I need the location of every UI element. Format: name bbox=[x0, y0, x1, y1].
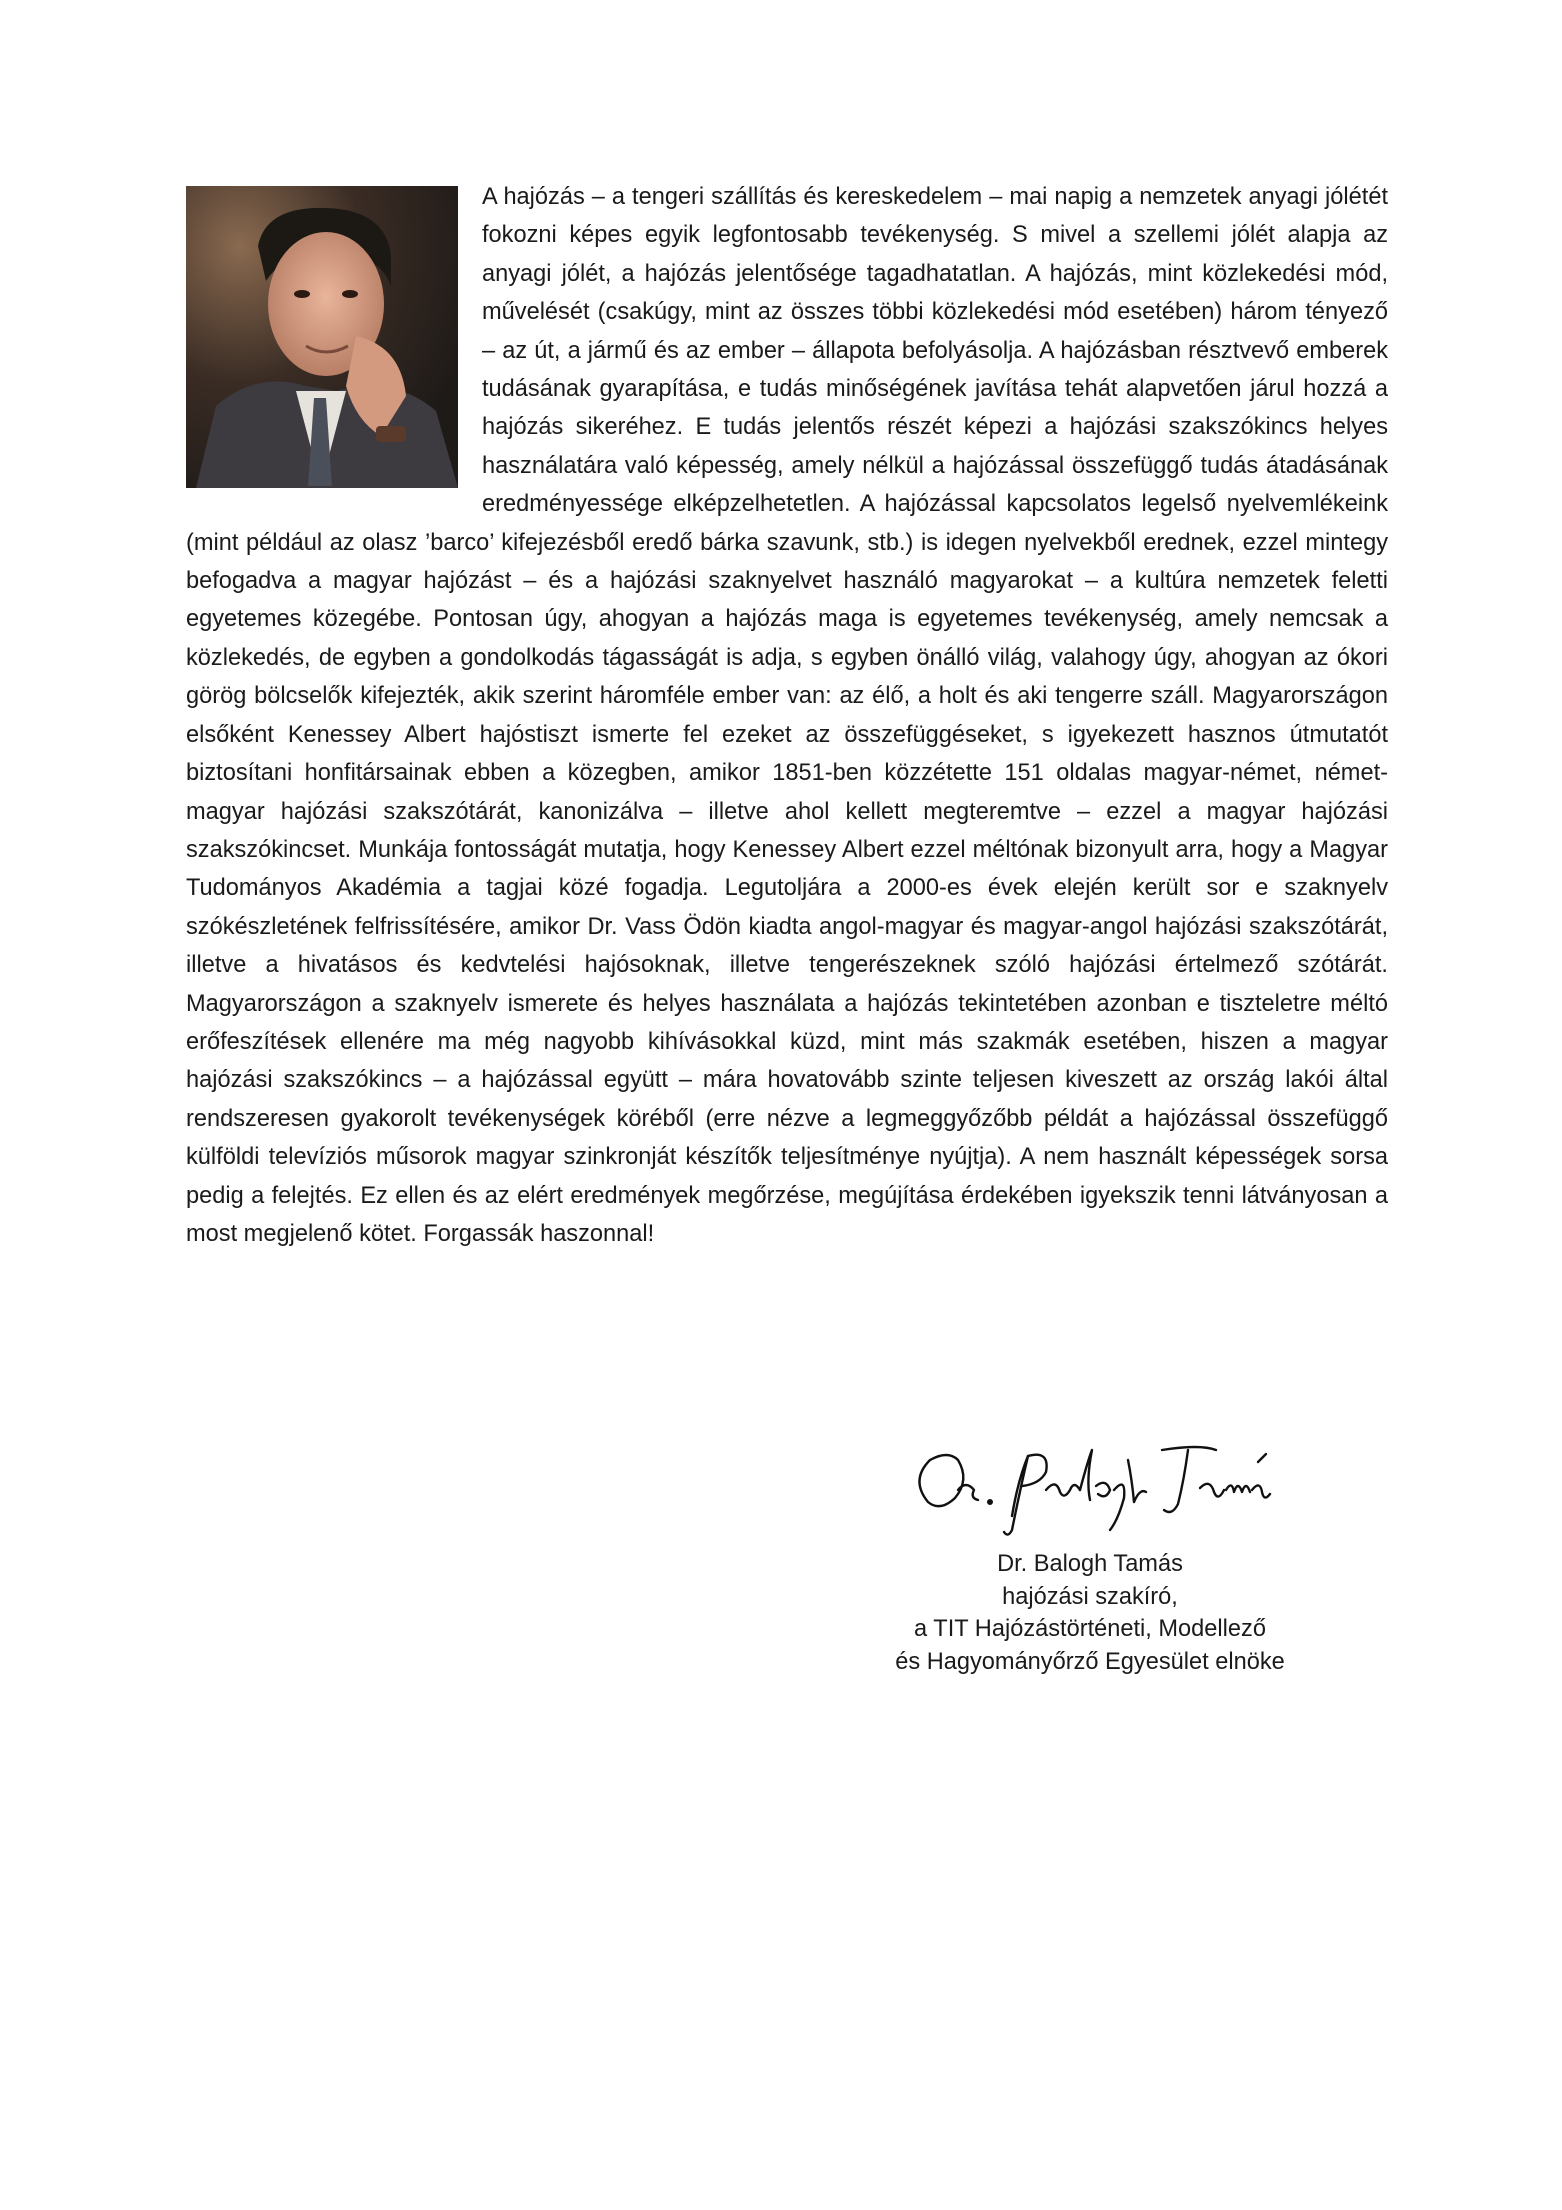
article-body-text: A hajózás – a tengeri szállítás és kereskedelem – mai napig a nemzetek anyagi jólétét fokozni képes egyik legfontosabb tevékenység. S mivel a szellemi jólét alapja az anyagi jólét, a hajózás jelentősége tagadhatatlan. A hajózás, mint közlekedési mód, művelését (csakúgy, mint az összes többi közlekedési mód esetében) három tényező – az út, a jármű és az ember – állapota befolyásolja. A hajózásban résztvevő emberek tudásának gyarapítása, e tudás minőségének javítása tehát alapvetően járul hozzá a hajózás sikeréhez. E tudás jelentős részét képezi a hajózási szakszókincs helyes használatára való képesség, amely nélkül a hajózással összefüggő tudás átadásának eredményessége elképzelhetetlen. A hajózással kapcsolatos legelső nyelvemlékeink (mint például az olasz ’barco’ kifejezésből eredő bárka szavunk, stb.) is idegen nyelvekből erednek, ezzel mintegy befogadva a magyar hajózást – és a hajózási szaknyelvet használó magyarokat – a kultúra nemzetek feletti egyetemes közegébe. Pontosan úgy, ahogyan a hajózás maga is egyetemes tevékenység, amely nemcsak a közlekedés, de egyben a gondolkodás tágasságát is adja, s egyben önálló világ, valahogy úgy, ahogyan az ókori görög bölcselők kifejezték, akik szerint háromféle ember van: az élő, a holt és aki tengerre száll. Magyarországon elsőként Kenessey Albert hajóstiszt ismerte fel ezeket az összefüggéseket, s igyekezett hasznos útmutatót biztosítani honfitársainak ebben a közegben, amikor 1851-ben közzétette 151 oldalas magyar-német, német-magyar hajózási szakszótárát, kanonizálva – illetve ahol kellett megteremtve – ezzel a magyar hajózási szakszókincset. Munkája fontosságát mutatja, hogy Kenessey Albert ezzel méltónak bizonyult arra, hogy a Magyar Tudományos Akadémia a tagjai közé fogadja. Legutoljára a 2000-es évek elején került sor e szaknyelv szókészletének felfrissítésére, amikor Dr. Vass Ödön kiadta angol-magyar és magyar-angol hajózási szakszótárát, illetve a hivatásos és kedvtelési hajósoknak, illetve tengerészeknek szóló hajózási értelmező szótárát. Magyarországon a szaknyelv ismerete és helyes használata a hajózás tekintetében azonban e tiszteletre méltó erőfeszítések ellenére ma még nagyobb kihívásokkal küzd, mint más szakmák esetében, hiszen a magyar hajózási szakszókincs – a hajózással együtt – mára hovatovább szinte teljesen kiveszett az ország lakói által rendszeresen gyakorolt tevékenységek köréből (erre nézve a legmeggyőzőbb példát a hajózással összefüggő külföldi televíziós műsorok magyar szinkronját készítők teljesítménye nyújtja). A nem használt képességek sorsa pedig a felejtés. Ez ellen és az elért eredmények megőrzése, megújítása érdekében igyekszik tenni látványosan a most megjelenő kötet. Forgassák haszonnal! bbox=[186, 184, 1388, 1247]
signature-title-line-1: hajózási szakíró, bbox=[1002, 1583, 1178, 1610]
portrait-illustration bbox=[186, 186, 458, 488]
signature-title-line-2: a TIT Hajózástörténeti, Modellező bbox=[914, 1616, 1266, 1642]
author-portrait-photo bbox=[186, 186, 458, 488]
article-body bbox=[186, 178, 1388, 1253]
signature-block bbox=[860, 1420, 1320, 1678]
handwritten-signature bbox=[900, 1420, 1280, 1540]
signature-title-line-3: és Hagyományőrző Egyesület elnöke bbox=[895, 1648, 1285, 1675]
signature-name: Dr. Balogh Tamás bbox=[997, 1551, 1183, 1577]
